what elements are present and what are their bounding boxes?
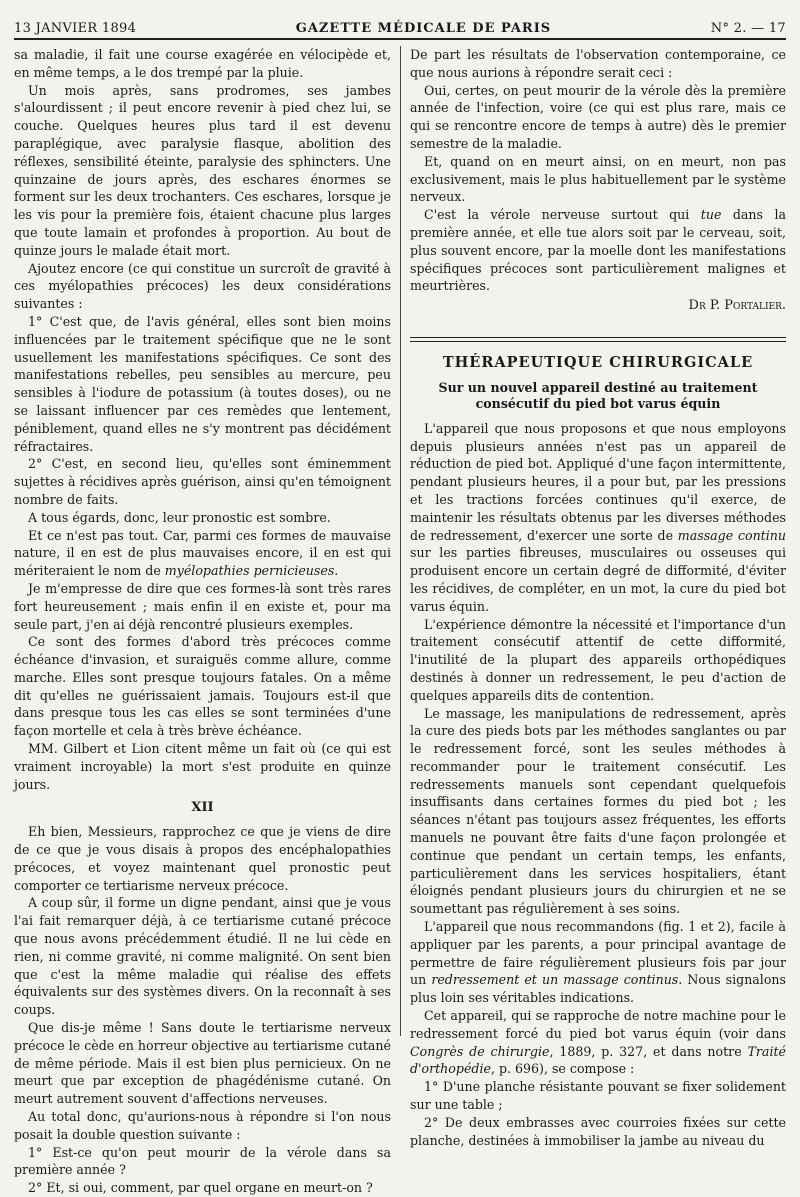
issue-date: 13 JANVIER 1894 (14, 21, 137, 36)
paragraph (14, 527, 391, 580)
italic-term: Congrès de chirurgie (410, 1043, 550, 1059)
paragraph (410, 918, 786, 1007)
paragraph: De part les résultats de l'observation contemporaine, ce que nous aurions à répondre serait ceci : (410, 47, 786, 80)
paragraph: Le massage, les manipulations de redressement, après la cure des pieds bots par les méthodes sanglantes ou par le redressement forcé, sont les seules méthodes à recommander pour le traitement consécutif. Les redressements manuels sont cependant quelquefois insuffisants dans certaines formes du pied bot ; les séances n'étant pas toujours assez fréquentes, les efforts manuels ne pouvant être faits d'une façon prolongée et continue que pendant un certain temps, les enfants, particulièrement dans les services hospitaliers, étant éloignés pendant plusieurs jours du chirurgien et ne se soumettant pas régulièrement à ses soins. (410, 705, 786, 917)
page-number: N° 2. — 17 (710, 21, 786, 36)
paragraph: Ajoutez encore (ce qui constitue un surcroît de gravité à ces myélopathies précoces) les deux considérations suivantes : (14, 260, 391, 312)
paragraph: Au total donc, qu'aurions-nous à répondre si l'on nous posait la double question suivante : (14, 1109, 391, 1142)
paragraph: 2° De deux embrasses avec courroies fixées sur cette planche, destinées à immobiliser la jambe au niveau du (410, 1114, 786, 1148)
paragraph: Que dis-je même ! Sans doute le tertiarisme nerveux précoce le cède en horreur objective au tertiarisme cutané de même période. Mais il est bien plus pernicieux. On ne meurt que par exception de phagédénisme cutané. On meurt autrement souvent d'affections nerveuses. (14, 1020, 391, 1107)
journal-title: GAZETTE MÉDICALE DE PARIS (295, 21, 552, 36)
paragraph: MM. Gilbert et Lion citent même un fait où (ce qui est vraiment incroyable) la mort s'est produite en quinze jours. (14, 741, 391, 792)
paragraph: L'expérience démontre la nécessité et l'importance d'un traitement consécutif attentif de cette difformité, l'inutilité de la plupart des appareils orthopédiques destinés à donner un redressement, le peu d'action de quelques appareils dits de contention. (410, 616, 786, 703)
paragraph: 1° C'est que, de l'avis général, elles sont bien moins influencées par le traitement spécifique que ne le sont usuellement les manifestations spécifiques. Ce sont des manifestations rebelles, peu sensibles au mercure, peu sensibles à l'iodure de potassium (à toutes doses), ou ne se laissant influencer par ces remèdes que lentement, péniblement, quand elles ne s'y montrent pas décidément réfractaires. (14, 313, 391, 454)
paragraph: Et, quand on en meurt ainsi, on en meurt, non pas exclusivement, mais le plus habituellement par le système nerveux. (410, 153, 786, 205)
paragraph: 2° Et, si oui, comment, par quel organe en meurt-on ? (28, 1180, 373, 1196)
text-run: . (334, 563, 339, 579)
italic-term: massage continu (677, 527, 786, 543)
text-run: L'appareil que nous proposons et que nous employons depuis plusieurs années n'est pas un appareil de réduction de pied bot. Appliqué d'une façon intermittente, pendant plusieurs heures, il a pour but, par les pressions et les tractions forcées continues qu'il exerce, de maintenir les résultats obtenus par les diverses méthodes de redressement, d'exercer une sorte de (410, 420, 786, 543)
italic-term: Traité d'orthopédie (410, 1043, 786, 1077)
paragraph: 1° D'une planche résistante pouvant se fixer solidement sur une table ; (410, 1079, 786, 1113)
paragraph: Ce sont des formes d'abord très précoces comme échéance d'invasion, et suraiguës comme allure, comme marche. Elles sont presque toujours fatales. On a même dit qu'elles ne guérissaient jamais. Toujours est-il que dans presque tous les cas elles se sont terminées d'une façon mortelle et cela à très brève échéance. (14, 634, 391, 739)
section-rule (410, 337, 786, 342)
article-title: Sur un nouvel appareil destiné au traitement consécutif du pied bot varus équin (438, 379, 758, 411)
italic-term: myélopathies pernicieuses (164, 563, 335, 579)
italic-term: redressement et un massage continus (431, 972, 679, 988)
italic-term: tue (700, 207, 722, 223)
paragraph (410, 420, 786, 616)
paragraph: Un mois après, sans prodromes, ses jambes s'alourdissent ; il peut encore revenir à pied chez lui, se couche. Quelques heures plus tard il est devenu paraplégique, avec paralysie flasque, abolition des réflexes, sensibilité éteinte, paralysie des sphincters. Une quinzaine de jours après, des eschares énormes se forment sur les deux trochanters. Ces eschares, lorsque je les vis pour la première fois, étaient chacune plus larges que toute lamain et profondes à proportion. Au bout de quinze jours le malade était mort. (14, 82, 391, 258)
author-signature: Dr P. Portalier. (688, 298, 786, 314)
section-title: THÉRAPEUTIQUE CHIRURGICALE (442, 353, 754, 371)
right-column (410, 46, 786, 1149)
text-run: , 1889, p. 327, et dans notre (549, 1043, 748, 1059)
page-header (14, 12, 786, 40)
paragraph: 2° C'est, en second lieu, qu'elles sont éminemment sujettes à récidives après guérison, ainsi qu'en témoignent nombre de faits. (14, 456, 391, 507)
left-column (14, 46, 391, 1197)
paragraph: A coup sûr, il forme un digne pendant, ainsi que je vous l'ai fait remarquer déjà, à ce tertiarisme cutané précoce que nous avons précédemment étudié. Il ne lui cède en rien, ni comme gravité, ni comme malignité. On sent bien que c'est la même maladie qui réalise des effets équivalents sur des systèmes divers. On la reconnaît à ses coups. (14, 895, 391, 1018)
paragraph: 1° Est-ce qu'on peut mourir de la vérole dans sa première année ? (14, 1144, 391, 1178)
paragraph: Eh bien, Messieurs, rapprochez ce que je viens de dire de ce que je vous disais à propos des encéphalopathies précoces, et voyez maintenant quel pronostic peut comporter ce tertiarisme nerveux précoce. (14, 824, 391, 893)
paragraph: A tous égards, donc, leur pronostic est sombre. (28, 509, 331, 525)
text-run: sur les parties fibreuses, musculaires ou osseuses qui produisent encore un certain degré de difformité, d'éviter les récidives, de compléter, en un mot, la cure du pied bot varus équin. (410, 545, 786, 614)
text-run: Cet appareil, qui se rapproche de notre machine pour le redressement forcé du pied bot varus équin (voir dans (410, 1008, 786, 1041)
text-run: C'est la vérole nerveuse surtout qui (424, 207, 701, 223)
text-run: . Nous signalons plus loin ses véritables indications. (410, 972, 786, 1006)
text-run: Et ce n'est pas tout. Car, parmi ces formes de mauvaise nature, il en est de plus mauvaises encore, il en est qui mériteraient le nom de (14, 527, 391, 579)
paragraph (410, 1007, 786, 1078)
paragraph (410, 206, 786, 295)
paragraph: Je m'empresse de dire que ces formes-là sont très rares fort heureusement ; mais enfin il en existe et, pour ma seule part, j'en ai déjà rencontré plusieurs exemples. (14, 580, 391, 632)
column-divider (400, 46, 401, 1036)
text-run: , p. 696), se compose : (490, 1061, 635, 1077)
text-run: L'appareil que nous recommandons (fig. 1 et 2), facile à appliquer par les parents, a pour principal avantage de permettre de faire régulièrement plusieurs fois par jour un (410, 919, 786, 988)
paragraph: Oui, certes, on peut mourir de la vérole dès la première année de l'infection, voire (ce qui est plus rare, mais ce qui se rencontre encore de temps à autre) dès le premier semestre de la maladie. (410, 82, 786, 151)
paragraph: sa maladie, il fait une course exagérée en vélocipède et, en même temps, a le dos trempé par la pluie. (14, 47, 391, 80)
text-run: dans la première année, et elle tue alors soit par le cerveau, soit, plus souvent encore, par la moelle dont les manifestations spécifiques précoces sont particulièrement malignes et meurtrières. (410, 207, 786, 294)
section-number: XII (191, 800, 214, 816)
